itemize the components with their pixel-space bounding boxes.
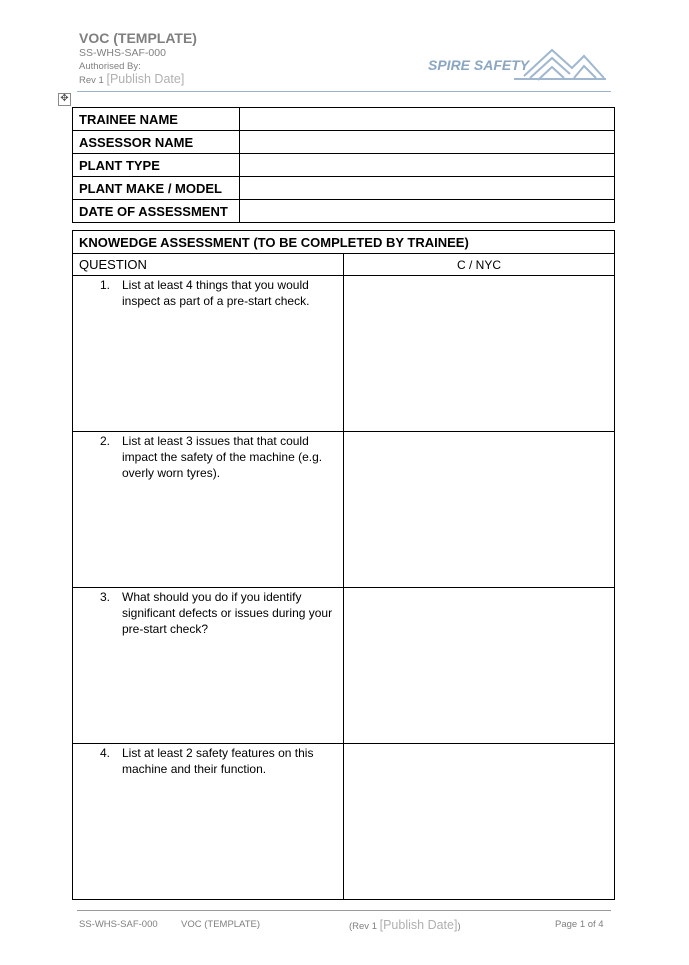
info-label: PLANT MAKE / MODEL (73, 177, 240, 200)
plant-make-model-field[interactable] (240, 177, 615, 200)
table-move-handle-icon[interactable]: ✥ (58, 93, 71, 106)
question-number: 3. (100, 590, 111, 604)
result-cell[interactable] (344, 744, 615, 900)
question-row (73, 744, 615, 900)
question-text: What should you do if you identify significant defects or issues during your pre-start check? (122, 590, 333, 636)
question-text: List at least 2 safety features on this machine and their function. (122, 746, 314, 776)
footer-rev-close: ) (457, 921, 461, 932)
info-label: ASSESSOR NAME (73, 131, 240, 154)
info-label: DATE OF ASSESSMENT (73, 200, 240, 223)
question-row (73, 276, 615, 432)
footer-publish-date-field[interactable]: [Publish Date] (379, 918, 458, 932)
info-label: TRAINEE NAME (73, 108, 240, 131)
footer-title: VOC (TEMPLATE) (181, 919, 260, 930)
result-column-header: C / NYC (344, 254, 615, 276)
footer-divider (77, 910, 611, 911)
answer-area[interactable] (73, 276, 344, 432)
answer-area[interactable] (73, 588, 344, 744)
result-cell[interactable] (344, 276, 615, 432)
trainee-name-field[interactable] (240, 108, 615, 131)
info-row-trainee-name (73, 108, 615, 131)
header-rev-label: Rev 1 (79, 75, 104, 86)
info-row-date-of-assessment (73, 200, 615, 223)
question-text: List at least 4 things that you would inspect as part of a pre-start check. (122, 278, 310, 308)
footer-page-number: Page 1 of 4 (555, 919, 604, 930)
result-cell[interactable] (344, 588, 615, 744)
header-title: VOC (TEMPLATE) (79, 30, 197, 46)
question-number: 2. (100, 434, 111, 448)
knowledge-heading: KNOWEDGE ASSESSMENT (TO BE COMPLETED BY TRAINEE) (73, 231, 615, 254)
date-of-assessment-field[interactable] (240, 200, 615, 223)
footer-rev-open: (Rev 1 (349, 921, 377, 932)
header-revision (79, 72, 184, 86)
info-row-plant-make-model (73, 177, 615, 200)
question-number: 1. (100, 278, 111, 292)
header-authorised-by: Authorised By: (79, 61, 141, 72)
trainee-info-table (72, 107, 615, 223)
plant-type-field[interactable] (240, 154, 615, 177)
header-divider (77, 91, 611, 92)
spire-safety-logo (428, 40, 608, 82)
question-row (73, 432, 615, 588)
footer-revision (349, 918, 461, 932)
knowledge-assessment-table (72, 230, 615, 900)
info-label: PLANT TYPE (73, 154, 240, 177)
header-doc-code: SS-WHS-SAF-000 (79, 47, 166, 59)
assessor-name-field[interactable] (240, 131, 615, 154)
result-cell[interactable] (344, 432, 615, 588)
footer-doc-code: SS-WHS-SAF-000 (79, 919, 158, 930)
answer-area[interactable] (73, 432, 344, 588)
question-column-header: QUESTION (73, 254, 344, 276)
logo-text: SPIRE SAFETY (428, 57, 530, 73)
question-number: 4. (100, 746, 111, 760)
header-publish-date-field[interactable]: [Publish Date] (106, 72, 185, 86)
info-row-plant-type (73, 154, 615, 177)
info-row-assessor-name (73, 131, 615, 154)
question-row (73, 588, 615, 744)
question-text: List at least 3 issues that that could impact the safety of the machine (e.g. overly worn tyres). (122, 434, 323, 480)
answer-area[interactable] (73, 744, 344, 900)
